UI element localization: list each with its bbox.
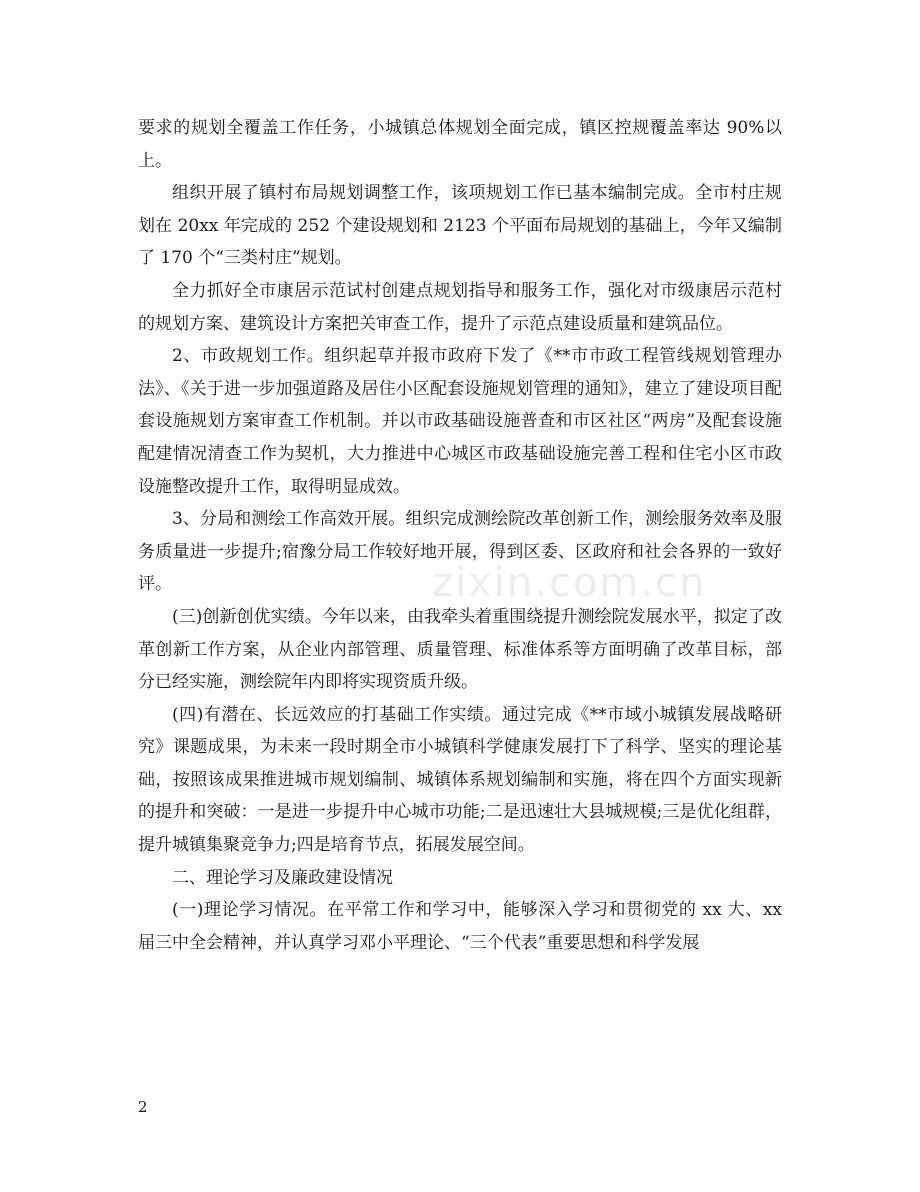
document-body (138, 112, 782, 959)
page-number: 2 (138, 1098, 148, 1116)
paragraph-9: (一)理论学习情况。在平常工作和学习中，能够深入学习和贯彻党的 xx 大、xx 届三中全会精神，并认真学习邓小平理论、“三个代表”重要思想和科学发展 (138, 900, 782, 953)
paragraph-1: 要求的规划全覆盖工作任务，小城镇总体规划全面完成，镇区控规覆盖率达 90%以上。 (138, 118, 782, 171)
paragraph-3: 全力抓好全市康居示范试村创建点规划指导和服务工作，强化对市级康居示范村的规划方案、建筑设计方案把关审查工作，提升了示范点建设质量和建筑品位。 (138, 280, 782, 334)
section-heading: 二、理论学习及廉政建设情况 (172, 867, 393, 888)
paragraph-7: (四)有潜在、长远效应的打基础工作实绩。通过完成《**市域小城镇发展战略研究》课题成果，为未来一段时期全市小城镇科学健康发展打下了科学、坚实的理论基础，按照该成果推进城市规划编制、城镇体系规划编制和实施，将在四个方面实现新的提升和突破：一是进一步提升中心城市功能;二是迅速壮大县城规模;三是优化组群，提升城镇集聚竞争力;四是培育节点，拓展发展空间。 (138, 704, 782, 856)
paragraph-5: 3、分局和测绘工作高效开展。组织完成测绘院改革创新工作，测绘服务效率及服务质量进一步提升;宿豫分局工作较好地开展，得到区委、区政府和社会各界的一致好评。 (138, 509, 782, 595)
paragraph-4: 2、市政规划工作。组织起草并报市政府下发了《**市市政工程管线规划管理办法》、《关于进一步加强道路及居住小区配套设施规划管理的通知》，建立了建设项目配套设施规划方案审查工作机制。并以市政基础设施普查和市区社区“两房”及配套设施配建情况清查工作为契机，大力推进中心城区市政基础设施完善工程和住宅小区市政设施整改提升工作，取得明显成效。 (138, 346, 782, 497)
paragraph-6: (三)创新创优实绩。今年以来，由我牵头着重围绕提升测绘院发展水平，拟定了改革创新工作方案，从企业内部管理、质量管理、标准体系等方面明确了改革目标，部分已经实施，测绘院年内即将实现资质升级。 (138, 606, 782, 693)
watermark: zixin.com.cn (432, 560, 707, 606)
paragraph-2: 组织开展了镇村布局规划调整工作，该项规划工作已基本编制完成。全市村庄规划在 20xx 年完成的 252 个建设规划和 2123 个平面布局规划的基础上，今年又编制了 170 个“三类村庄”规划。 (138, 183, 782, 269)
